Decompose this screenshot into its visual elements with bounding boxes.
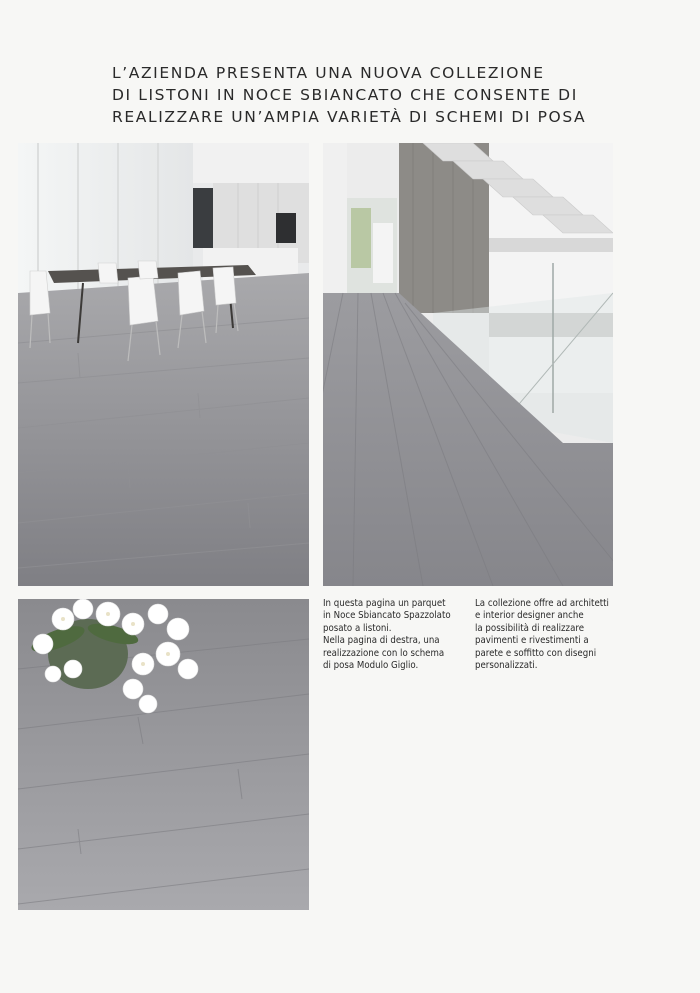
caption-right-line-6: personalizzati.	[475, 660, 538, 672]
caption-left-line-1: In questa pagina un parquet	[323, 598, 446, 609]
caption-left-line-2: in Noce Sbiancato Spazzolato	[323, 610, 451, 622]
caption-right-line-2: e interior designer anche	[475, 610, 584, 622]
caption-left-line-4: Nella pagina di destra, una	[323, 635, 440, 647]
caption-right-line-5: parete e soffitto con disegni	[475, 647, 597, 659]
headline-line-3: REALIZZARE UN’AMPIA VARIETÀ DI SCHEMI DI POSA	[112, 108, 587, 126]
caption-right-line-1: La collezione offre ad architetti	[475, 598, 609, 609]
caption-left-line-6: di posa Modulo Giglio.	[323, 660, 419, 672]
staircase-photo	[323, 143, 613, 586]
caption-right-line-4: pavimenti e rivestimenti a	[475, 635, 589, 647]
headline-line-1: L’AZIENDA PRESENTA UNA NUOVA COLLEZIONE	[112, 64, 545, 82]
caption-left-line-3: posato a listoni.	[323, 622, 392, 634]
headline-line-2: DI LISTONI IN NOCE SBIANCATO CHE CONSENTE DI	[112, 86, 578, 104]
caption-left	[323, 598, 463, 672]
dining-room-photo	[18, 143, 309, 586]
caption-right-line-3: la possibilità di realizzare	[475, 622, 585, 634]
headline	[112, 62, 587, 128]
orchid-photo	[18, 599, 309, 910]
caption-left-line-5: realizzazione con lo schema	[323, 647, 445, 659]
caption-right	[475, 598, 615, 672]
